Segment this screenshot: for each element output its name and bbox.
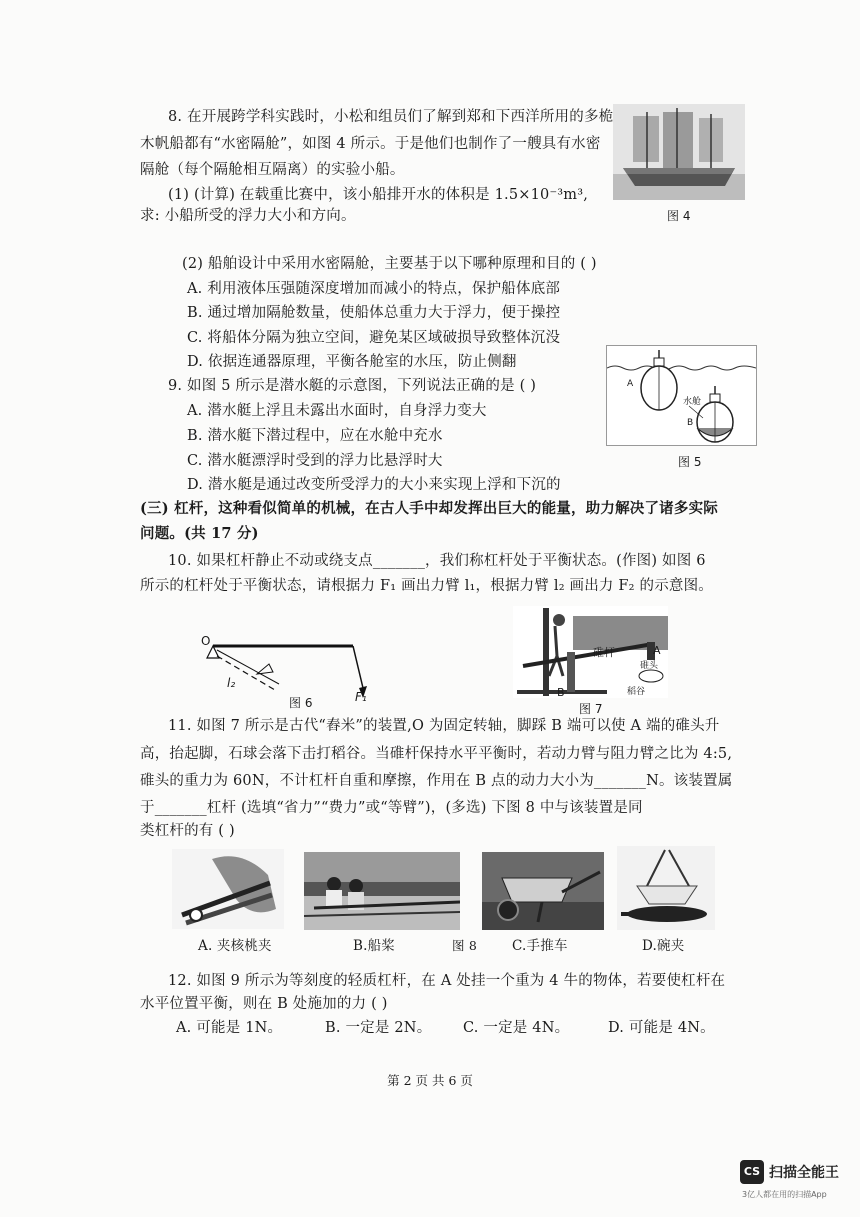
fig7-label-rice: 稻谷 [627, 687, 646, 697]
q8-option-d: D. 依据连通器原理，平衡各舱室的水压，防止侧翻 [187, 354, 517, 370]
q8-option-c: C. 将船体分隔为独立空间，避免某区域破损导致整体沉没 [187, 330, 561, 346]
fig7-label-b: B [557, 686, 565, 699]
q12-option-c: C. 一定是 4N。 [463, 1020, 570, 1036]
fig5-caption: 图 5 [678, 455, 702, 469]
fig7-label-a: A [653, 644, 661, 657]
fig8-caption: 图 8 [452, 938, 478, 953]
fig8-label-a: A. 夹核桃夹 [198, 938, 272, 954]
fig6-caption: 图 6 [289, 696, 313, 710]
fig5-label-tank: 水舱 [683, 397, 702, 407]
q11-line-5: 类杠杆的有 ( ) [140, 823, 235, 839]
q9-option-b: B. 潜水艇下潜过程中，应在水舱中充水 [187, 428, 443, 444]
q8-part1-line-1: (1) (计算) 在载重比赛中，该小船排开水的体积是 1.5×10⁻³m³, [168, 187, 589, 203]
q9-option-a: A. 潜水艇上浮且未露出水面时，自身浮力变大 [187, 403, 487, 419]
q8-line-2: 木帆船都有“水密隔舱”，如图 4 所示。于是他们也制作了一艘具有水密 [140, 136, 601, 152]
q8-part2: (2) 船舶设计中采用水密隔舱，主要基于以下哪种原理和目的 ( ) [182, 256, 597, 272]
fig5-label-b: B [687, 418, 694, 428]
q10-line-1: 10. 如果杠杆静止不动或绕支点_______，我们称杠杆处于平衡状态。(作图) 如图 6 [168, 553, 706, 569]
scanner-brand: 扫描全能王 [769, 1165, 839, 1181]
section3-heading-line-1: (三) 杠杆，这种看似简单的机械，在古人手中却发挥出巨大的能量，助力解决了诸多实际 [140, 500, 718, 517]
fig6-label-l2: l₂ [227, 676, 236, 690]
q12-option-a: A. 可能是 1N。 [176, 1020, 283, 1036]
section3-heading-line-2: 问题。(共 17 分) [140, 525, 259, 542]
fig6-lever-diagram [195, 628, 375, 708]
fig7-label-lever: 碓杆 [593, 646, 615, 659]
fig7-rice-pounder-image [513, 606, 668, 698]
q9-option-d: D. 潜水艇是通过改变所受浮力的大小来实现上浮和下沉的 [187, 477, 561, 493]
page-footer: 第 2 页 共 6 页 [387, 1073, 473, 1088]
scanner-watermark [740, 1160, 850, 1205]
q8-option-a: A. 利用液体压强随深度增加而减小的特点，保护船体底部 [187, 281, 561, 297]
scanner-logo-icon: CS [740, 1160, 764, 1184]
q12-line-1: 12. 如图 9 所示为等刻度的轻质杠杆，在 A 处挂一个重为 4 牛的物体，若要使杠杆在 [168, 973, 726, 989]
q10-line-2: 所示的杠杆处于平衡状态，请根据力 F₁ 画出力臂 l₁，根据力臂 l₂ 画出力 F₂ 的示意图。 [140, 578, 714, 594]
fig5-label-a: A [627, 379, 634, 389]
q8-line-1: 8. 在开展跨学科实践时，小松和组员们了解到郑和下西洋所用的多桅 [168, 109, 614, 125]
scanner-slogan: 3亿人都在用的扫描App [742, 1190, 827, 1199]
fig6-label-o: O [201, 634, 211, 648]
fig5-submarine-diagram [606, 345, 757, 446]
q12-option-d: D. 可能是 4N。 [608, 1020, 715, 1036]
fig8-wheelbarrow-photo [482, 852, 604, 930]
q11-line-1: 11. 如图 7 所示是古代“舂米”的装置,O 为固定转轴，脚踩 B 端可以使 A 端的碓头升 [168, 718, 720, 734]
fig8-bowl-clip-photo [617, 846, 715, 930]
fig4-caption: 图 4 [667, 209, 691, 223]
q9-option-c: C. 潜水艇漂浮时受到的浮力比悬浮时大 [187, 453, 443, 469]
fig8-nutcracker-photo [172, 849, 284, 929]
fig4-ship-photo [613, 104, 745, 200]
q11-line-4: 于_______杠杆 (选填“省力”“费力”或“等臂”)，(多选) 下图 8 中与该装置是同 [140, 800, 643, 816]
q8-part1-line-2: 求: 小船所受的浮力大小和方向。 [140, 208, 356, 224]
q8-line-3: 隔舱（每个隔舱相互隔离）的实验小船。 [140, 162, 405, 178]
fig8-label-b: B.船桨 [353, 938, 396, 954]
fig8-boat-oar-photo [304, 852, 460, 930]
fig8-label-d: D.碗夹 [642, 938, 685, 954]
q9-stem: 9. 如图 5 所示是潜水艇的示意图，下列说法正确的是 ( ) [168, 378, 537, 394]
fig8-label-c: C.手推车 [512, 938, 568, 954]
fig7-label-head: 碓头 [640, 661, 659, 671]
q11-line-2: 高，抬起脚，石球会落下击打稻谷。当碓杆保持水平平衡时，若动力臂与阻力臂之比为 4:5, [140, 746, 733, 762]
fig6-label-f1: F₁ [355, 690, 367, 704]
fig7-caption: 图 7 [579, 702, 603, 716]
q12-line-2: 水平位置平衡，则在 B 处施加的力 ( ) [140, 996, 388, 1012]
q8-option-b: B. 通过增加隔舱数量，使船体总重力大于浮力，便于操控 [187, 305, 561, 321]
q12-option-b: B. 一定是 2N。 [325, 1020, 432, 1036]
q11-line-3: 碓头的重力为 60N，不计杠杆自重和摩擦，作用在 B 点的动力大小为_______N。该装置属 [140, 773, 733, 789]
